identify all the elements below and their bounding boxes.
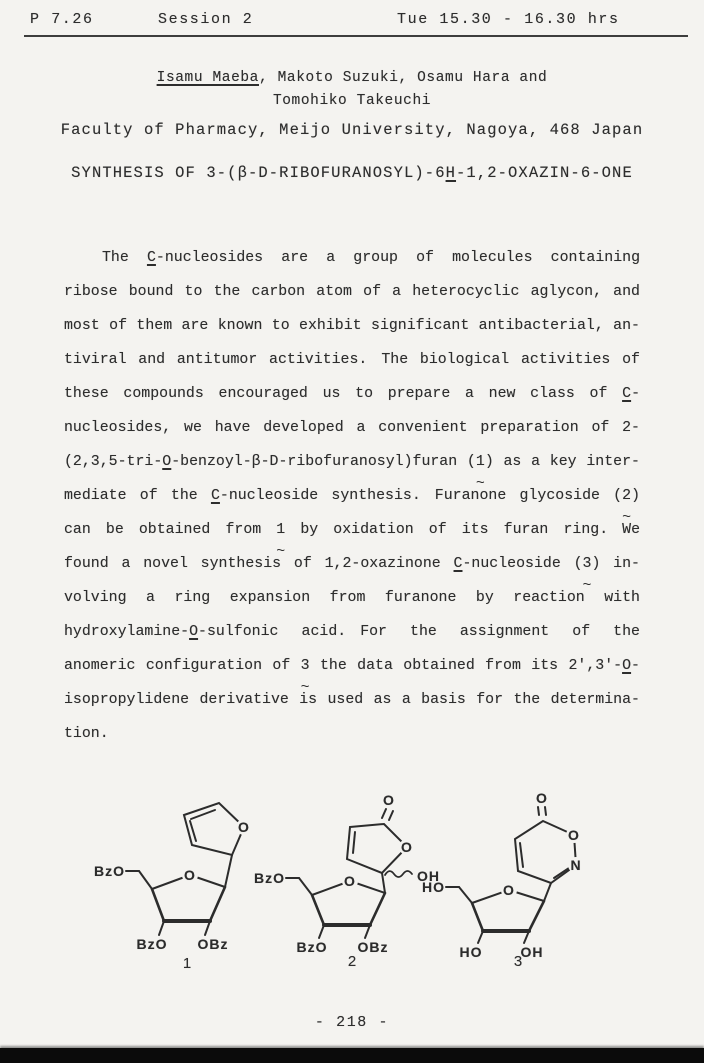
body-line: tion.: [64, 726, 109, 742]
body-line: found a novel synthesis of 1,2-oxazinone C-nucleoside (3 ~) in-: [64, 547, 640, 581]
body-line: isopropylidene derivative is used as a basis for the determina-: [64, 692, 640, 708]
authors-block: [0, 67, 704, 113]
paper-id: P 7.26: [30, 11, 94, 28]
page-header: [0, 11, 704, 35]
body-line: The C-nucleosides are a group of molecules containing: [102, 250, 641, 266]
ribose-oxygen-label: O: [184, 867, 196, 883]
compound-3-drawing: [418, 790, 618, 960]
body-line: volving a ring expansion from furanone by reaction with: [64, 590, 640, 606]
compound-3-number: 3: [513, 953, 523, 970]
compound-3-structure: [418, 790, 618, 975]
session-time: Tue 15.30 - 16.30 hrs: [397, 11, 620, 28]
affiliation: Faculty of Pharmacy, Meijo University, Nagoya, 468 Japan: [60, 121, 644, 139]
body-line: can be obtained from 1 ~ by oxidation of its furan ring. We: [64, 513, 640, 547]
authors-line-1: Isamu Maeba, Makoto Suzuki, Osamu Hara and: [156, 70, 548, 86]
compound-2-number: 2: [347, 953, 357, 970]
furan-oxygen-label: O: [238, 819, 250, 835]
c2-hydroxyl-label: OH: [520, 944, 544, 960]
carbonyl-oxygen-label: O: [383, 792, 395, 808]
body-line: hydroxylamine-O-sulfonic acid. For the assignment of the: [64, 624, 640, 640]
body-line: (2,3,5-tri-O-benzoyl-β-D-ribofuranosyl)furan (1 ~) as a key inter-: [64, 445, 640, 479]
c2-benzoyl-label: OBz: [357, 939, 389, 955]
body-line: nucleosides, we have developed a convenient preparation of 2-: [64, 420, 640, 436]
paper-title: SYNTHESIS OF 3-(β-D-RIBOFURANOSYL)-6H-1,2-OXAZIN-6-ONE: [71, 164, 633, 182]
body-line: tiviral and antitumor activities. The biological activities of: [64, 352, 640, 368]
body-line: these compounds encouraged us to prepare a new class of C-: [64, 386, 640, 402]
c3-benzoyl-label: BzO: [296, 939, 328, 955]
ribose-oxygen-label: O: [344, 873, 356, 889]
c3-hydroxyl-label: HO: [459, 944, 483, 960]
oxazine-nitrogen-label: N: [570, 857, 582, 873]
oxazine-oxygen-label: O: [568, 827, 580, 843]
c5-benzoyl-label: BzO: [254, 870, 285, 886]
header-divider: [24, 35, 688, 37]
body-text: [64, 241, 640, 751]
lactone-oxygen-label: O: [401, 839, 413, 855]
hydroxyl-label: OH: [417, 868, 440, 884]
c5-hydroxyl-label: HO: [422, 879, 445, 895]
compound-1-number: 1: [182, 955, 192, 972]
page-number: - 218 -: [314, 1014, 390, 1031]
body-line: ribose bound to the carbon atom of a heterocyclic aglycon, and: [64, 284, 640, 300]
c5-benzoyl-label: BzO: [94, 863, 125, 879]
c2-benzoyl-label: OBz: [197, 936, 229, 952]
c3-benzoyl-label: BzO: [136, 936, 168, 952]
body-line: anomeric configuration of 3 ~ the data obtained from its 2',3'-O-: [64, 649, 640, 683]
authors-line-2: Tomohiko Takeuchi: [272, 93, 432, 109]
body-line: most of them are known to exhibit significant antibacterial, an-: [64, 318, 640, 334]
session-label: Session 2: [158, 11, 254, 28]
ribose-oxygen-label: O: [503, 882, 515, 898]
body-line: mediate of the C-nucleoside synthesis. Furanone glycoside (2 ~): [64, 479, 640, 513]
carbonyl-oxygen-label: O: [536, 790, 548, 806]
scan-edge-bar: [0, 1048, 704, 1063]
